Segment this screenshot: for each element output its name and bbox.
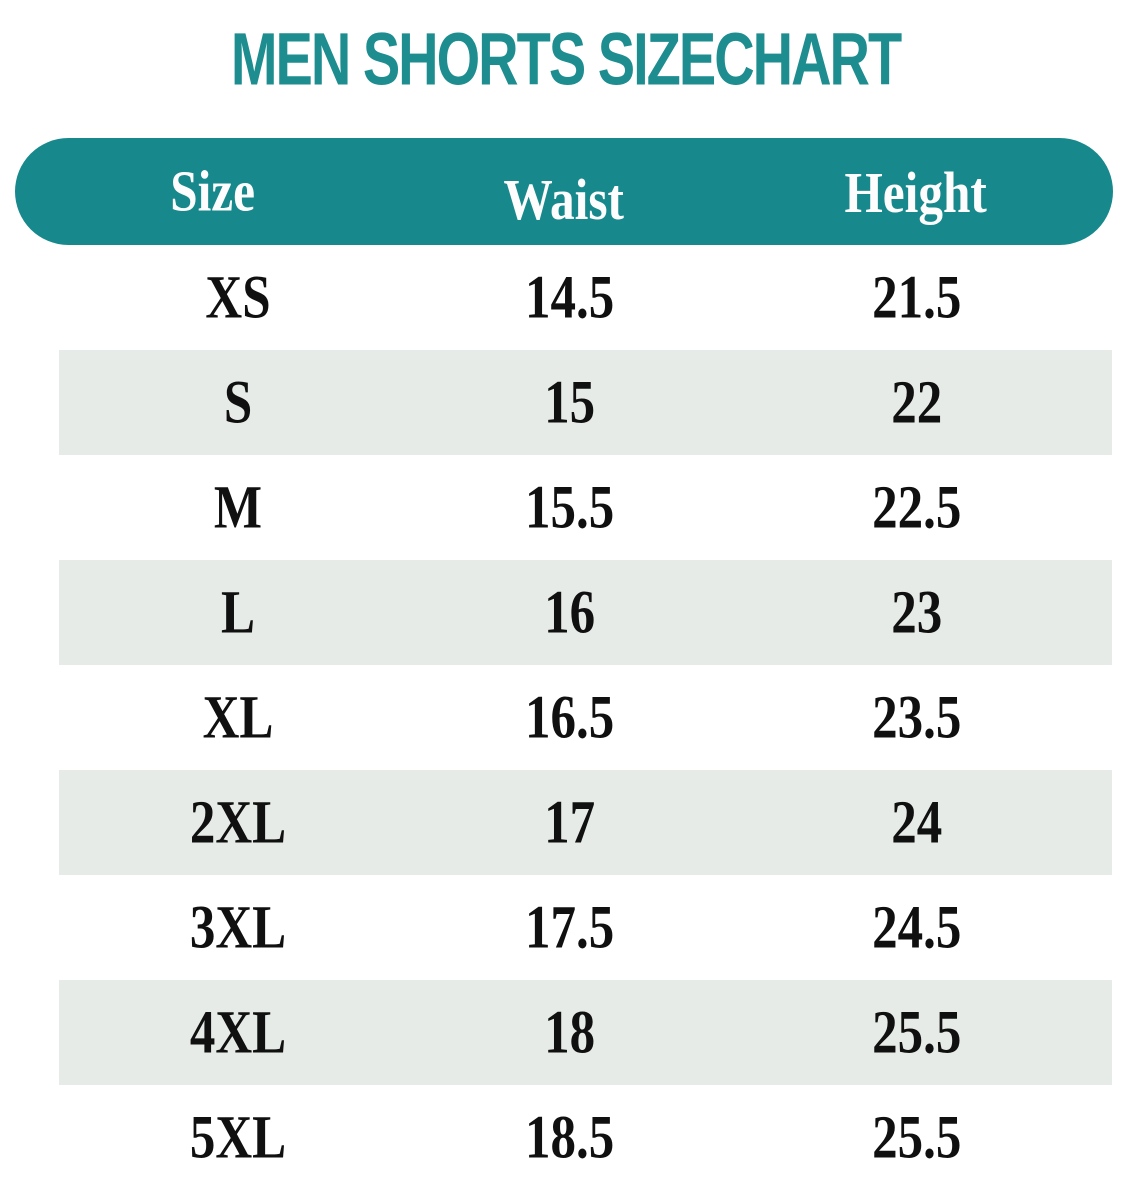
height-cell: 24 (891, 788, 943, 856)
size-cell: 5XL (189, 1103, 287, 1171)
table-row (59, 350, 1112, 455)
height-cell: 25.5 (872, 1103, 962, 1171)
column-header-size: Size (170, 159, 256, 224)
height-cell: 21.5 (872, 263, 962, 331)
height-cell: 23.5 (872, 683, 962, 751)
size-cell: XL (202, 683, 274, 751)
column-header-waist: Waist (503, 167, 625, 233)
waist-cell: 16 (544, 578, 596, 646)
column-header-height: Height (844, 160, 987, 225)
table-row (59, 770, 1112, 875)
table-row (59, 980, 1112, 1085)
waist-cell: 17.5 (525, 893, 615, 961)
waist-cell: 15 (544, 368, 596, 436)
waist-cell: 14.5 (525, 263, 615, 331)
table-row (59, 875, 1112, 980)
table-row (59, 1085, 1112, 1190)
height-cell: 24.5 (872, 893, 962, 961)
waist-cell: 18 (544, 998, 596, 1066)
table-row (59, 665, 1112, 770)
height-cell: 23 (891, 578, 943, 646)
table-body (59, 245, 1112, 1190)
table-row (59, 560, 1112, 665)
table-header (15, 138, 1113, 245)
size-cell: M (213, 473, 263, 541)
waist-cell: 18.5 (525, 1103, 615, 1171)
waist-cell: 17 (544, 788, 596, 856)
size-cell: 2XL (189, 788, 287, 856)
waist-cell: 15.5 (525, 473, 615, 541)
table-row (59, 245, 1112, 350)
size-cell: S (223, 368, 253, 436)
height-cell: 25.5 (872, 998, 962, 1066)
page-title: MEN SHORTS SIZECHART (230, 17, 901, 101)
height-cell: 22 (891, 368, 943, 436)
table-row (59, 455, 1112, 560)
size-cell: 4XL (189, 998, 287, 1066)
size-cell: L (220, 578, 256, 646)
size-cell: XS (205, 263, 271, 331)
size-cell: 3XL (189, 893, 287, 961)
waist-cell: 16.5 (525, 683, 615, 751)
height-cell: 22.5 (872, 473, 962, 541)
